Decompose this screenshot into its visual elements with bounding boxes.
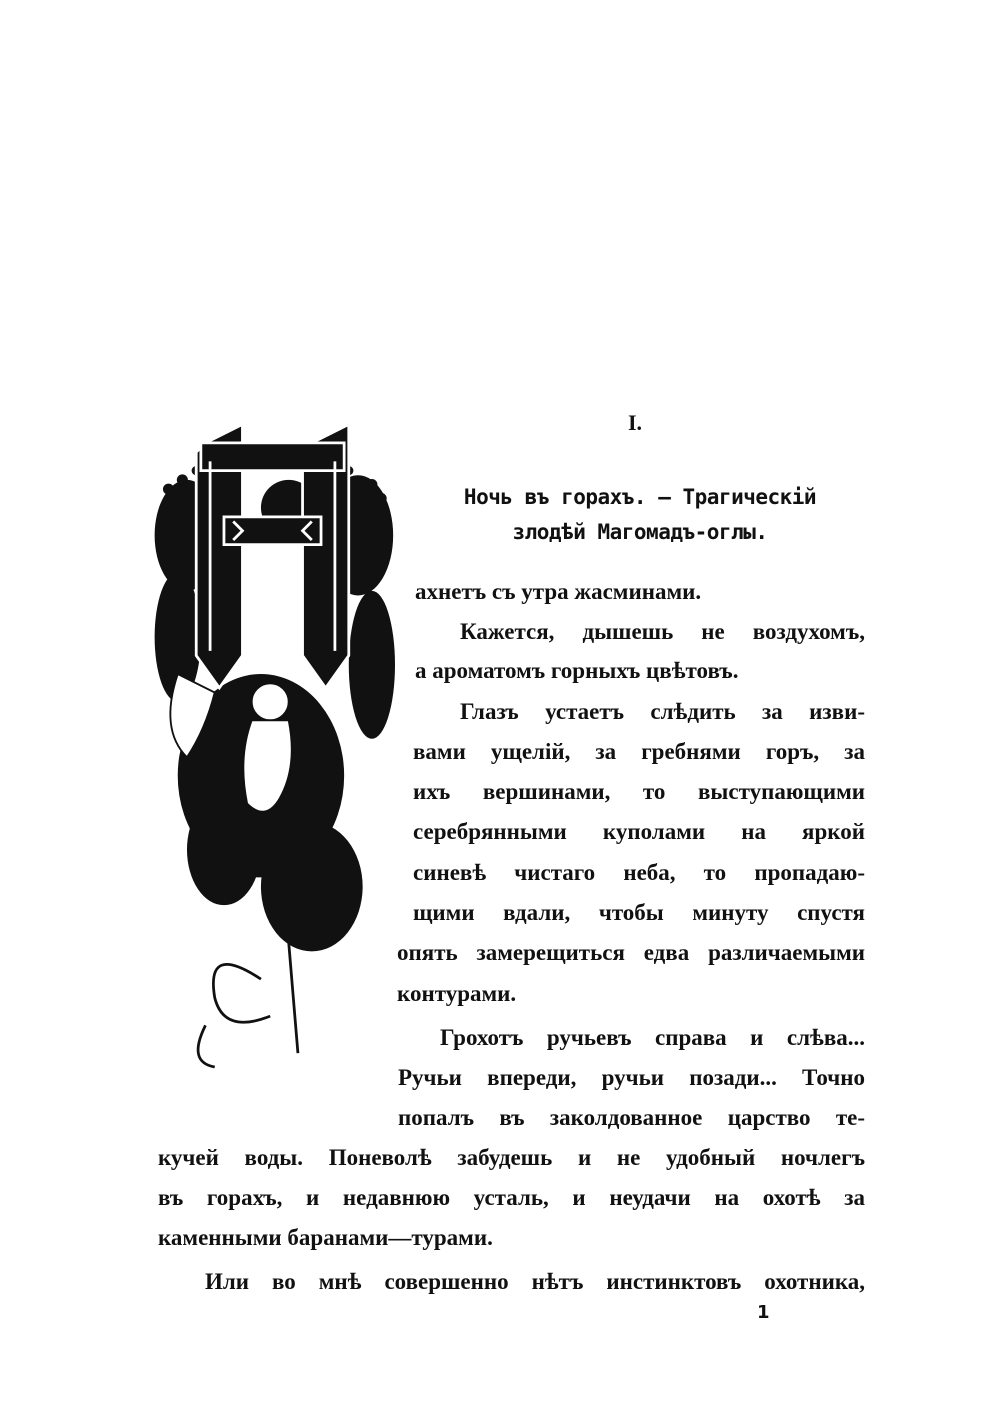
text-line: ихъ вершинами, то выступающими	[413, 779, 865, 804]
drop-cap-illustration-icon	[150, 398, 395, 1098]
text-line: каменными баранами—турами.	[158, 1225, 493, 1250]
text-line: Или во мнѣ совершенно нѣтъ инстинктовъ охотника,	[205, 1269, 865, 1294]
text-line: а ароматомъ горныхъ цвѣтовъ.	[415, 658, 739, 683]
text-line: опять замерещиться едва различаемыми	[397, 940, 865, 965]
chapter-number: I.	[628, 410, 643, 435]
text-line: попалъ въ заколдованное царство те-	[398, 1105, 865, 1130]
text-line: контурами.	[397, 981, 517, 1006]
text-line: вами ущелій, за гребнями горъ, за	[413, 739, 865, 764]
text-line: Кажется, дышешь не воздухомъ,	[460, 619, 865, 644]
chapter-heading-line-2: злодѣй Магомадъ-оглы.	[512, 520, 768, 544]
page-number: 1	[757, 1302, 770, 1323]
text-line: кучей воды. Поневолѣ забудешь и не удобный ночлегъ	[158, 1145, 865, 1170]
text-line: ахнетъ съ утра жасминами.	[415, 579, 702, 604]
text-line: щими вдали, чтобы минуту спустя	[413, 900, 865, 925]
text-line: Глазъ устаетъ слѣдить за изви-	[460, 699, 865, 724]
chapter-heading-line-1: Ночь въ горахъ. — Трагическій	[463, 485, 817, 509]
ornamental-drop-cap	[150, 398, 395, 1098]
text-line: въ горахъ, и недавнюю усталь, и неудачи на охотѣ за	[158, 1185, 865, 1210]
text-line: Грохотъ ручьевъ справа и слѣва...	[440, 1025, 865, 1050]
text-line: серебрянными куполами на яркой	[413, 819, 865, 844]
text-line: Ручьи впереди, ручьи позади... Точно	[398, 1065, 865, 1090]
text-line: синевѣ чистаго неба, то пропадаю-	[413, 860, 865, 885]
